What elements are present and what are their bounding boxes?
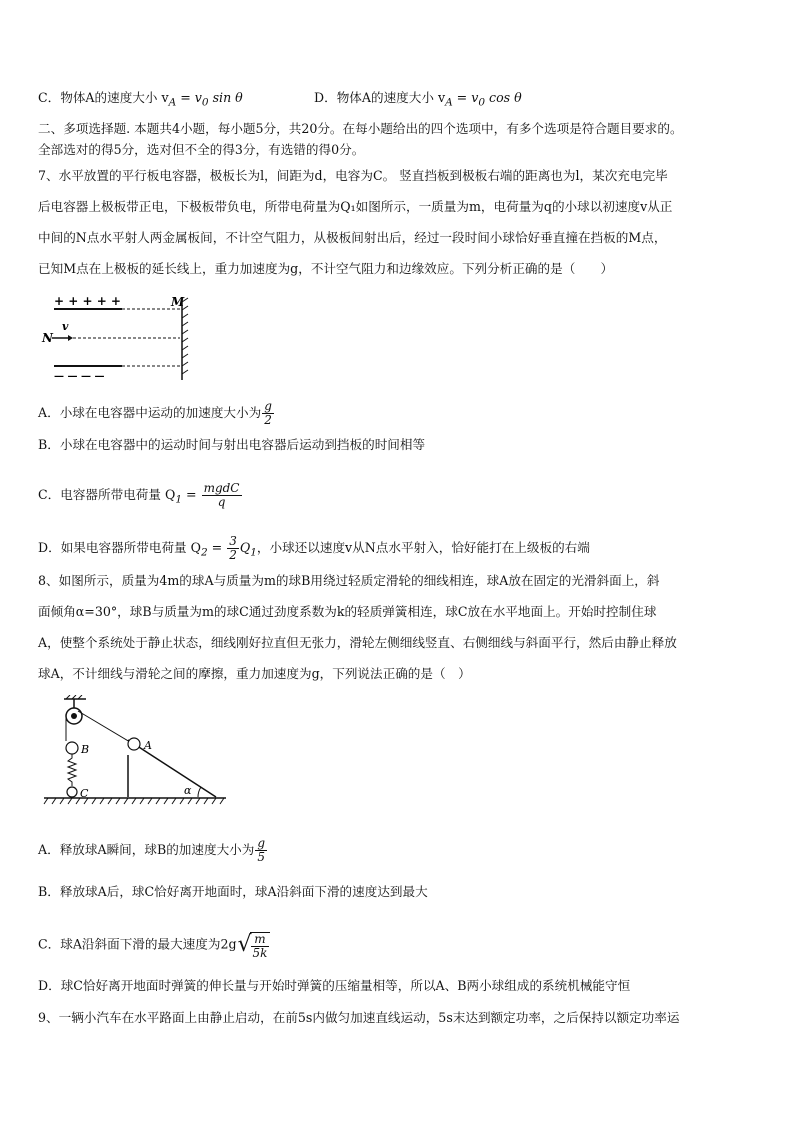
velocity-arrowhead	[68, 335, 73, 341]
spring	[68, 754, 76, 786]
q8-stem-line3: A，使整个系统处于静止状态，细线刚好拉直但无张力，滑轮左侧细线竖直、右侧细线与斜面平行，然后由静止释放	[38, 635, 677, 650]
fig-label-C: C	[80, 787, 89, 800]
q8-stem-line1: 8、如图所示，质量为4m的球A与质量为m的球B用绕过轻质定滑轮的细线相连，球A放在固定的光滑斜面上，斜	[38, 573, 660, 588]
ball-C	[67, 787, 77, 797]
fig-label-A: A	[144, 739, 152, 752]
q7-stem-line3: 中间的N点水平射人两金属板间，不计空气阻力，从极板间射出后，经过一段时间小球恰好垂直撞在挡板的M点，	[38, 230, 667, 245]
section2-line1: 二、多项选择题. 本题共4小题，每小题5分，共20分。在每小题给出的四个选项中，有多个选项是符合题目要求的。	[38, 121, 683, 136]
fig-label-v: v	[62, 320, 69, 333]
q7-option-a: A．小球在电容器中运动的加速度大小为 $\frac{g}{2}$	[38, 399, 272, 427]
fig-label-B: B	[81, 743, 90, 756]
q7-capacitor-figure	[40, 290, 200, 382]
q8-option-c: C．球A沿斜面下滑的最大速度为2g √ $\frac{m}{5k}$	[38, 930, 270, 960]
q7-option-c: C．电容器所带电荷量 $Q_1$ = $\frac{\text{mgdC}}{q}$	[38, 481, 240, 509]
angle-arc	[198, 787, 201, 797]
fig-label-M: M	[171, 295, 185, 309]
frac-mgdc-over-q: $\frac{\text{mgdC}}{q}$	[203, 481, 240, 509]
q7-option-b: B．小球在电容器中的运动时间与射出电容器后运动到挡板的时间相等	[38, 437, 426, 452]
q6-option-c: C．物体A的速度大小 $v_A = v_0$ sin θ	[38, 90, 243, 109]
ground-hatch	[44, 798, 224, 804]
incline-slope	[128, 740, 216, 797]
frac-3-over-2: $\frac{3}{2}$	[229, 534, 237, 562]
frac-g-over-2: $\frac{g}{2}$	[264, 399, 272, 427]
fig-plus-signs: + + + + +	[54, 294, 121, 308]
q9-stem-line1: 9、一辆小汽车在水平路面上由静止启动，在前5s内做匀加速直线运动，5s末达到额定功率，之后保持以额定功率运	[38, 1010, 680, 1025]
q8-option-d: D．球C恰好离开地面时弹簧的伸长量与开始时弹簧的压缩量相等，所以A、B两小球组成的系统机械能守恒	[38, 978, 631, 993]
q7-option-d: D．如果电容器所带电荷量 $Q_2$ = $\frac{3}{2}$ $Q_1$，小球还以速度v从N点水平射入，恰好能打在上级板的右端	[38, 534, 590, 562]
baffle-hatching	[182, 298, 188, 374]
q8-stem-line2: 面倾角α=30°，球B与质量为m的球C通过劲度系数为k的轻质弹簧相连，球C放在水平地面上。开始时控制住球	[38, 604, 657, 619]
q8-option-b: B．释放球A后，球C恰好离开地面时，球A沿斜面下滑的速度达到最大	[38, 884, 428, 899]
q7-stem-line4: 已知M点在上极板的延长线上，重力加速度为g，不计空气阻力和边缘效应。下列分析正确的是（ ）	[38, 261, 614, 276]
sqrt-m-over-5k: √ $\frac{m}{5k}$	[238, 930, 271, 960]
q8-stem-line4: 球A，不计细线与滑轮之间的摩擦，重力加速度为g，下列说法正确的是（ ）	[38, 666, 471, 681]
fig-label-alpha: α	[184, 784, 192, 797]
fig-label-N: N	[42, 331, 53, 345]
q7-stem-line2: 后电容器上极板带正电，下极板带负电，所带电荷量为Q₁如图所示，一质量为m，电荷量为q的小球以初速度v从正	[38, 199, 673, 214]
frac-g-over-5: $\frac{g}{5}$	[257, 836, 266, 864]
fig-minus-signs: — — — —	[54, 371, 105, 382]
ball-A	[128, 738, 140, 750]
q8-option-a: A．释放球A瞬间，球B的加速度大小为 $\frac{g}{5}$	[38, 836, 266, 864]
section2-line2: 全部选对的得5分，选对但不全的得3分，有选错的得0分。	[38, 142, 365, 157]
q6-option-d: D．物体A的速度大小 $v_A = v_0$ cos θ	[314, 90, 522, 109]
q7-stem-line1: 7、水平放置的平行板电容器，极板长为l，间距为d，电容为C。 竖直挡板到极板右端的距离也为l，某次充电完毕	[38, 168, 668, 183]
q8-pulley-figure	[40, 695, 230, 810]
string-right	[78, 711, 130, 742]
ball-B	[66, 742, 78, 754]
